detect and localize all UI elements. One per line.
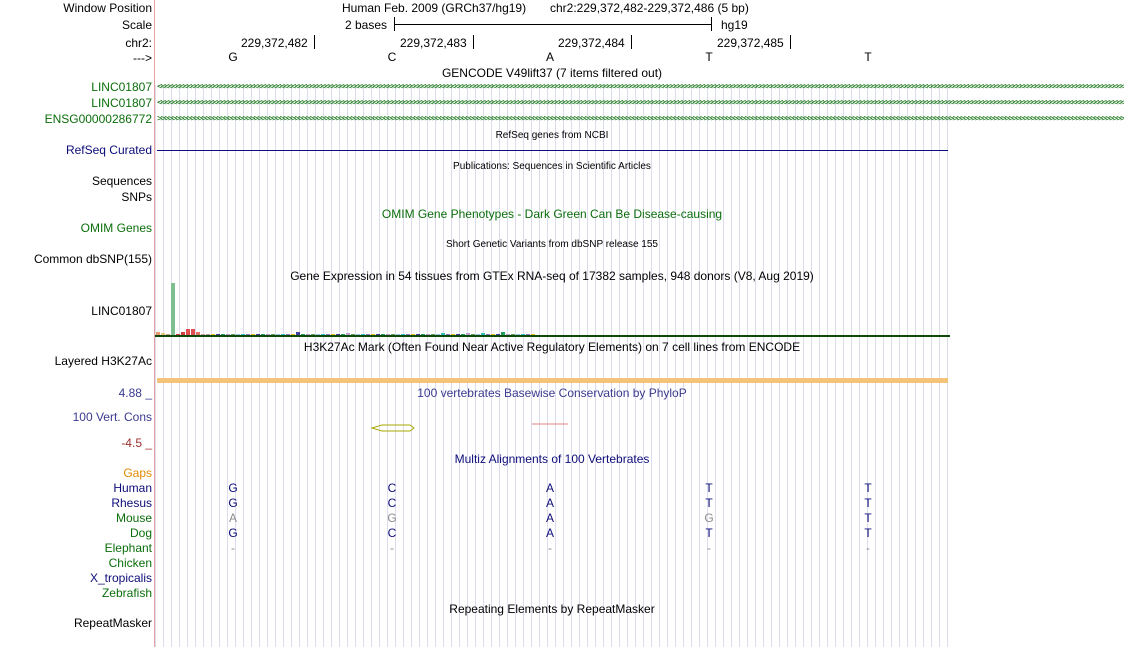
grid-line: [859, 85, 860, 647]
grid-line: [259, 85, 260, 647]
alignment-base-mouse: T: [864, 511, 872, 525]
grid-line: [163, 85, 164, 647]
grid-line: [315, 85, 316, 647]
alignment-base-elephant: -: [390, 541, 394, 555]
grid-line: [267, 85, 268, 647]
grid-line: [155, 85, 156, 647]
grid-line: [331, 85, 332, 647]
refseq-feature-line[interactable]: [157, 150, 948, 151]
multiz-track-title[interactable]: Multiz Alignments of 100 Vertebrates: [454, 452, 650, 466]
grid-line: [843, 85, 844, 647]
refseq-label[interactable]: RefSeq Curated: [65, 143, 152, 157]
gene-label-linc01807[interactable]: LINC01807: [91, 80, 152, 94]
coord-label-4: 229,372,485: [717, 36, 784, 50]
grid-line: [835, 85, 836, 647]
ref-base-2: C: [387, 50, 397, 64]
coord-label-2: 229,372,483: [400, 36, 467, 50]
species-label-dog[interactable]: Dog: [129, 526, 152, 540]
alignment-base-dog: T: [864, 526, 872, 540]
grid-line: [947, 85, 948, 647]
h3k27ac-signal[interactable]: [157, 378, 948, 383]
alignment-base-rhesus: C: [387, 496, 397, 510]
grid-line: [363, 85, 364, 647]
ref-base-4: T: [705, 50, 713, 64]
ref-base-1: G: [228, 50, 238, 64]
dbsnp-label[interactable]: Common dbSNP(155): [33, 252, 152, 266]
grid-line: [419, 85, 420, 647]
grid-line: [891, 85, 892, 647]
grid-line: [683, 85, 684, 647]
grid-line: [211, 85, 212, 647]
grid-line: [715, 85, 716, 647]
alignment-base-rhesus: T: [705, 496, 713, 510]
grid-line: [867, 85, 868, 647]
grid-line: [723, 85, 724, 647]
grid-line: [195, 85, 196, 647]
alignment-base-rhesus: G: [228, 496, 238, 510]
grid-line: [875, 85, 876, 647]
chrom-label: chr2:: [125, 36, 152, 50]
coord-tick-2: [473, 35, 474, 49]
strand-label[interactable]: --->: [133, 51, 152, 65]
h3k27ac-track-title[interactable]: H3K27Ac Mark (Often Found Near Active Regulatory Elements) on 7 cell lines from ENCODE: [303, 340, 801, 354]
grid-line: [811, 85, 812, 647]
grid-line: [907, 85, 908, 647]
coord-label-1: 229,372,482: [241, 36, 308, 50]
alignment-base-elephant: -: [707, 541, 711, 555]
dbsnp-track-title[interactable]: Short Genetic Variants from dbSNP release 155: [446, 239, 658, 250]
coord-label-3: 229,372,484: [558, 36, 625, 50]
cons-label[interactable]: 100 Vert. Cons: [72, 410, 152, 424]
grid-line: [667, 85, 668, 647]
scale-left-text: 2 bases: [345, 18, 388, 32]
publications-track-title[interactable]: Publications: Sequences in Scientific Articles: [453, 161, 651, 172]
phylop-signal: [370, 420, 570, 434]
gtex-gene-label[interactable]: LINC01807: [91, 304, 152, 318]
ref-base-3: A: [545, 50, 555, 64]
gtex-bar-chart[interactable]: [155, 283, 950, 337]
grid-line: [235, 85, 236, 647]
grid-line: [283, 85, 284, 647]
alignment-base-elephant: -: [866, 541, 870, 555]
scale-bar: [395, 24, 711, 25]
grid-line: [427, 85, 428, 647]
grid-line: [915, 85, 916, 647]
grid-line: [355, 85, 356, 647]
phylop-max-label: 4.88 _: [118, 386, 152, 400]
alignment-base-human: T: [864, 481, 872, 495]
alignment-base-rhesus: T: [864, 496, 872, 510]
alignment-base-dog: A: [545, 526, 555, 540]
alignment-base-mouse: G: [704, 511, 714, 525]
grid-line: [187, 85, 188, 647]
grid-line: [787, 85, 788, 647]
grid-line: [931, 85, 932, 647]
window-position-label: Window Position: [63, 1, 152, 15]
gtex-tissue-bar[interactable]: [171, 283, 175, 335]
repeatmasker-label[interactable]: RepeatMasker: [73, 616, 152, 630]
coord-tick-3: [631, 35, 632, 49]
alignment-base-dog: T: [705, 526, 713, 540]
grid-line: [379, 85, 380, 647]
gencode-track-title[interactable]: GENCODE V49lift37 (7 items filtered out): [441, 66, 663, 80]
grid-line: [243, 85, 244, 647]
grid-line: [395, 85, 396, 647]
species-label-chicken[interactable]: Chicken: [108, 556, 152, 570]
grid-line: [699, 85, 700, 647]
alignment-base-elephant: -: [231, 541, 235, 555]
alignment-base-dog: C: [387, 526, 397, 540]
header-assembly: Human Feb. 2009 (GRCh37/hg19): [342, 1, 527, 15]
snps-label[interactable]: SNPs: [121, 190, 152, 204]
grid-line: [755, 85, 756, 647]
grid-line: [451, 85, 452, 647]
grid-line: [307, 85, 308, 647]
coord-tick-1: [314, 35, 315, 49]
alignment-base-elephant: -: [548, 541, 552, 555]
gene-feature-linc01807[interactable]: <<<<<<<<<<<<<<<<<<<<<<<<<<<<<<<<<<<<<<<<<<<<<<<<<<<<<<<<<<<<<<<<<<<<<<<<<<<<<<<<<<<<<<<<<<<<<<<<<<<<<<<<<<<<<<<<<<<<<<<<<<<<<<<<<<<<<<<<<<<<<<<<<<<<<<<<<<<<<<<<<<<<<<<<<<<<<<<<<<<<<<<<<<<<<<<<<<<<<<<<<<<<<<<<<<<<<<<<<<<<<<<<<<<<<<<<<<<<<<<<<<<<<<<<<<<<<<<<<<<<: [157, 82, 1124, 92]
species-label-rhesus[interactable]: Rhesus: [111, 496, 152, 510]
grid-line: [779, 85, 780, 647]
gtex-track-title[interactable]: Gene Expression in 54 tissues from GTEx RNA-seq of 17382 samples, 948 donors (V8, Aug 2019): [290, 269, 814, 283]
species-label-mouse[interactable]: Mouse: [115, 511, 152, 525]
grid-line: [275, 85, 276, 647]
scale-label: Scale: [121, 18, 152, 32]
grid-line: [763, 85, 764, 647]
alignment-base-mouse: A: [228, 511, 238, 525]
grid-line: [323, 85, 324, 647]
grid-line: [899, 85, 900, 647]
scale-bar-right-tick: [711, 17, 712, 31]
phylop-min-label: -4.5 _: [121, 436, 152, 450]
gaps-label[interactable]: Gaps: [123, 466, 152, 480]
grid-line: [291, 85, 292, 647]
h3k27ac-label[interactable]: Layered H3K27Ac: [54, 354, 152, 368]
refseq-track-title[interactable]: RefSeq genes from NCBI: [495, 130, 609, 141]
grid-line: [403, 85, 404, 647]
header-position[interactable]: chr2:229,372,482-229,372,486 (5 bp): [550, 1, 749, 15]
alignment-base-mouse: A: [545, 511, 555, 525]
grid-line: [443, 85, 444, 647]
ref-base-5: T: [864, 50, 872, 64]
grid-line: [675, 85, 676, 647]
alignment-base-dog: G: [228, 526, 238, 540]
scale-bar-left-tick: [394, 17, 395, 31]
grid-line: [739, 85, 740, 647]
alignment-base-human: C: [387, 481, 397, 495]
grid-line: [707, 85, 708, 647]
grid-line: [219, 85, 220, 647]
species-label-human[interactable]: Human: [113, 481, 152, 495]
grid-line: [923, 85, 924, 647]
grid-line: [203, 85, 204, 647]
grid-line: [251, 85, 252, 647]
grid-line: [347, 85, 348, 647]
grid-line: [827, 85, 828, 647]
grid-line: [179, 85, 180, 647]
grid-line: [939, 85, 940, 647]
grid-line: [651, 85, 652, 647]
sequences-label[interactable]: Sequences: [91, 174, 152, 188]
grid-line: [299, 85, 300, 647]
repeatmasker-track-title[interactable]: Repeating Elements by RepeatMasker: [449, 602, 655, 616]
alignment-base-human: T: [705, 481, 713, 495]
grid-line: [691, 85, 692, 647]
omim-track-title[interactable]: OMIM Gene Phenotypes - Dark Green Can Be Disease-causing: [381, 207, 723, 221]
coord-tick-4: [790, 35, 791, 49]
grid-line: [435, 85, 436, 647]
grid-line: [339, 85, 340, 647]
grid-line: [795, 85, 796, 647]
species-label-elephant[interactable]: Elephant: [104, 541, 152, 555]
grid-line: [771, 85, 772, 647]
grid-line: [803, 85, 804, 647]
scale-right-text: hg19: [721, 18, 748, 32]
grid-line: [659, 85, 660, 647]
grid-line: [171, 85, 172, 647]
grid-line: [227, 85, 228, 647]
grid-line: [387, 85, 388, 647]
alignment-base-mouse: G: [387, 511, 397, 525]
gene-label-linc01807-2[interactable]: LINC01807: [91, 96, 152, 110]
gene-label-ensg[interactable]: ENSG00000286772: [44, 112, 152, 126]
grid-line: [371, 85, 372, 647]
grid-line: [747, 85, 748, 647]
species-label-xtropicalis[interactable]: X_tropicalis: [89, 571, 152, 585]
gene-feature-ensg[interactable]: >>>>>>>>>>>>>>>>>>>>>>>>>>>>>>>>>>>>>>>>>>>>>>>>>>>>>>>>>>>>>>>>>>>>>>>>>>>>>>>>>>>>>>>>>>>>>>>>>>>>>>>>>>>>>>>>>>>>>>>>>>>>>>>>>>>>>>>>>>>>>>>>>>>>>>>>>>>>>>>>>>>>>>>>>>>>>>>>>>>>>>>>>>>>>>>>>>>>>>>>>>>>>>>>>>>>>>>>>>>>>>>>>>>>>>>>>>>>>>>>>>>>>>>>>>>>>>>>>>>>: [157, 114, 1124, 124]
gtex-baseline: [155, 335, 950, 337]
species-label-zebrafish[interactable]: Zebrafish: [101, 586, 152, 600]
track-label-column: [0, 0, 154, 647]
alignment-base-human: G: [228, 481, 238, 495]
grid-line: [731, 85, 732, 647]
grid-line: [411, 85, 412, 647]
grid-line: [883, 85, 884, 647]
gene-feature-linc01807-2[interactable]: <<<<<<<<<<<<<<<<<<<<<<<<<<<<<<<<<<<<<<<<<<<<<<<<<<<<<<<<<<<<<<<<<<<<<<<<<<<<<<<<<<<<<<<<<<<<<<<<<<<<<<<<<<<<<<<<<<<<<<<<<<<<<<<<<<<<<<<<<<<<<<<<<<<<<<<<<<<<<<<<<<<<<<<<<<<<<<<<<<<<<<<<<<<<<<<<<<<<<<<<<<<<<<<<<<<<<<<<<<<<<<<<<<<<<<<<<<<<<<<<<<<<<<<<<<<<<<<<<<<<: [157, 98, 1124, 108]
grid-line: [851, 85, 852, 647]
alignment-base-rhesus: A: [545, 496, 555, 510]
phylop-track-title[interactable]: 100 vertebrates Basewise Conservation by PhyloP: [417, 386, 687, 400]
alignment-base-human: A: [545, 481, 555, 495]
grid-line: [819, 85, 820, 647]
omim-label[interactable]: OMIM Genes: [80, 221, 152, 235]
